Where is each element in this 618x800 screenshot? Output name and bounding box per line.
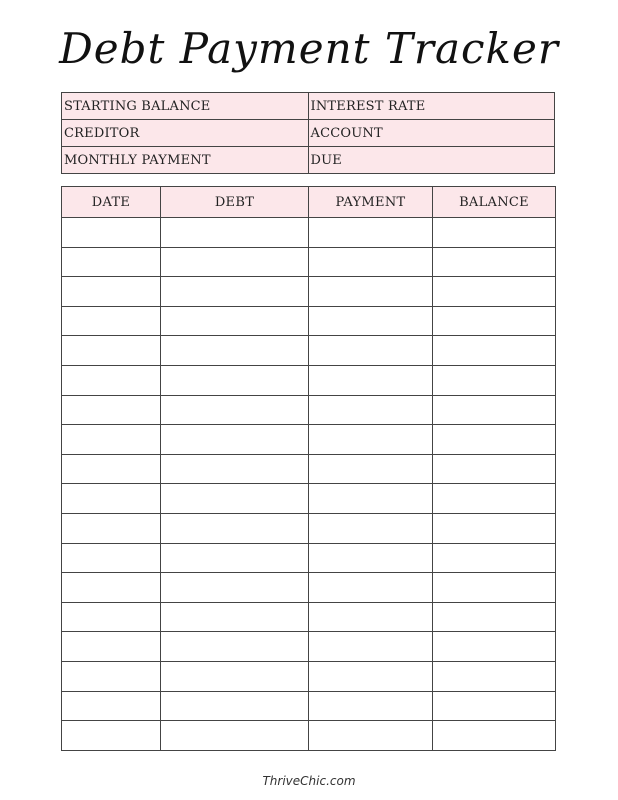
table-row <box>62 513 556 543</box>
cell-payment[interactable] <box>309 691 433 721</box>
table-row <box>62 661 556 691</box>
table-row <box>62 218 556 248</box>
payment-log-table <box>61 186 556 751</box>
table-row <box>62 484 556 514</box>
cell-date[interactable] <box>62 306 161 336</box>
debt-info-table <box>61 92 555 174</box>
table-row <box>62 425 556 455</box>
cell-debt[interactable] <box>161 218 309 248</box>
cell-date[interactable] <box>62 454 161 484</box>
cell-payment[interactable] <box>309 277 433 307</box>
cell-debt[interactable] <box>161 602 309 632</box>
table-row <box>62 573 556 603</box>
column-header-debt: DEBT <box>161 187 309 218</box>
cell-balance[interactable] <box>433 602 556 632</box>
cell-balance[interactable] <box>433 425 556 455</box>
cell-date[interactable] <box>62 247 161 277</box>
table-row <box>62 395 556 425</box>
column-header-payment: PAYMENT <box>309 187 433 218</box>
cell-payment[interactable] <box>309 306 433 336</box>
table-row <box>62 602 556 632</box>
info-row <box>62 93 555 120</box>
cell-balance[interactable] <box>433 543 556 573</box>
table-row <box>62 336 556 366</box>
cell-debt[interactable] <box>161 573 309 603</box>
cell-date[interactable] <box>62 691 161 721</box>
table-row <box>62 543 556 573</box>
table-row <box>62 306 556 336</box>
cell-debt[interactable] <box>161 484 309 514</box>
cell-date[interactable] <box>62 395 161 425</box>
cell-debt[interactable] <box>161 395 309 425</box>
cell-balance[interactable] <box>433 218 556 248</box>
cell-debt[interactable] <box>161 691 309 721</box>
monthly-payment-field[interactable]: MONTHLY PAYMENT <box>62 147 309 174</box>
account-field[interactable]: ACCOUNT <box>308 120 555 147</box>
starting-balance-field[interactable]: STARTING BALANCE <box>62 93 309 120</box>
cell-balance[interactable] <box>433 691 556 721</box>
cell-payment[interactable] <box>309 336 433 366</box>
cell-date[interactable] <box>62 661 161 691</box>
cell-date[interactable] <box>62 336 161 366</box>
cell-date[interactable] <box>62 602 161 632</box>
cell-debt[interactable] <box>161 543 309 573</box>
cell-balance[interactable] <box>433 513 556 543</box>
column-header-balance: BALANCE <box>433 187 556 218</box>
table-row <box>62 247 556 277</box>
cell-debt[interactable] <box>161 661 309 691</box>
cell-debt[interactable] <box>161 632 309 662</box>
cell-debt[interactable] <box>161 306 309 336</box>
cell-balance[interactable] <box>433 306 556 336</box>
payment-log-body <box>62 218 556 751</box>
interest-rate-field[interactable]: INTEREST RATE <box>308 93 555 120</box>
cell-date[interactable] <box>62 721 161 751</box>
cell-date[interactable] <box>62 277 161 307</box>
cell-debt[interactable] <box>161 454 309 484</box>
cell-date[interactable] <box>62 573 161 603</box>
cell-debt[interactable] <box>161 336 309 366</box>
table-row <box>62 721 556 751</box>
cell-balance[interactable] <box>433 365 556 395</box>
table-row <box>62 365 556 395</box>
due-field[interactable]: DUE <box>308 147 555 174</box>
cell-payment[interactable] <box>309 573 433 603</box>
cell-balance[interactable] <box>433 247 556 277</box>
cell-debt[interactable] <box>161 425 309 455</box>
cell-balance[interactable] <box>433 632 556 662</box>
cell-date[interactable] <box>62 425 161 455</box>
cell-balance[interactable] <box>433 336 556 366</box>
cell-payment[interactable] <box>309 513 433 543</box>
cell-date[interactable] <box>62 218 161 248</box>
column-header-date: DATE <box>62 187 161 218</box>
cell-payment[interactable] <box>309 247 433 277</box>
cell-payment[interactable] <box>309 484 433 514</box>
table-row <box>62 632 556 662</box>
cell-payment[interactable] <box>309 395 433 425</box>
table-row <box>62 454 556 484</box>
cell-debt[interactable] <box>161 247 309 277</box>
cell-balance[interactable] <box>433 454 556 484</box>
cell-payment[interactable] <box>309 661 433 691</box>
cell-date[interactable] <box>62 513 161 543</box>
table-row <box>62 277 556 307</box>
cell-balance[interactable] <box>433 395 556 425</box>
cell-date[interactable] <box>62 543 161 573</box>
cell-payment[interactable] <box>309 602 433 632</box>
cell-payment[interactable] <box>309 721 433 751</box>
cell-debt[interactable] <box>161 513 309 543</box>
cell-debt[interactable] <box>161 277 309 307</box>
cell-payment[interactable] <box>309 454 433 484</box>
creditor-field[interactable]: CREDITOR <box>62 120 309 147</box>
cell-payment[interactable] <box>309 218 433 248</box>
cell-balance[interactable] <box>433 277 556 307</box>
cell-balance[interactable] <box>433 573 556 603</box>
cell-payment[interactable] <box>309 365 433 395</box>
table-row <box>62 691 556 721</box>
cell-balance[interactable] <box>433 661 556 691</box>
info-row <box>62 147 555 174</box>
cell-date[interactable] <box>62 632 161 662</box>
cell-payment[interactable] <box>309 425 433 455</box>
cell-balance[interactable] <box>433 484 556 514</box>
page-title: Debt Payment Tracker <box>59 24 559 73</box>
info-row <box>62 120 555 147</box>
cell-payment[interactable] <box>309 632 433 662</box>
cell-balance[interactable] <box>433 721 556 751</box>
cell-debt[interactable] <box>161 365 309 395</box>
table-header-row <box>62 187 556 218</box>
footer-brand: ThriveChic.com <box>262 774 356 788</box>
cell-date[interactable] <box>62 365 161 395</box>
cell-payment[interactable] <box>309 543 433 573</box>
cell-debt[interactable] <box>161 721 309 751</box>
cell-date[interactable] <box>62 484 161 514</box>
